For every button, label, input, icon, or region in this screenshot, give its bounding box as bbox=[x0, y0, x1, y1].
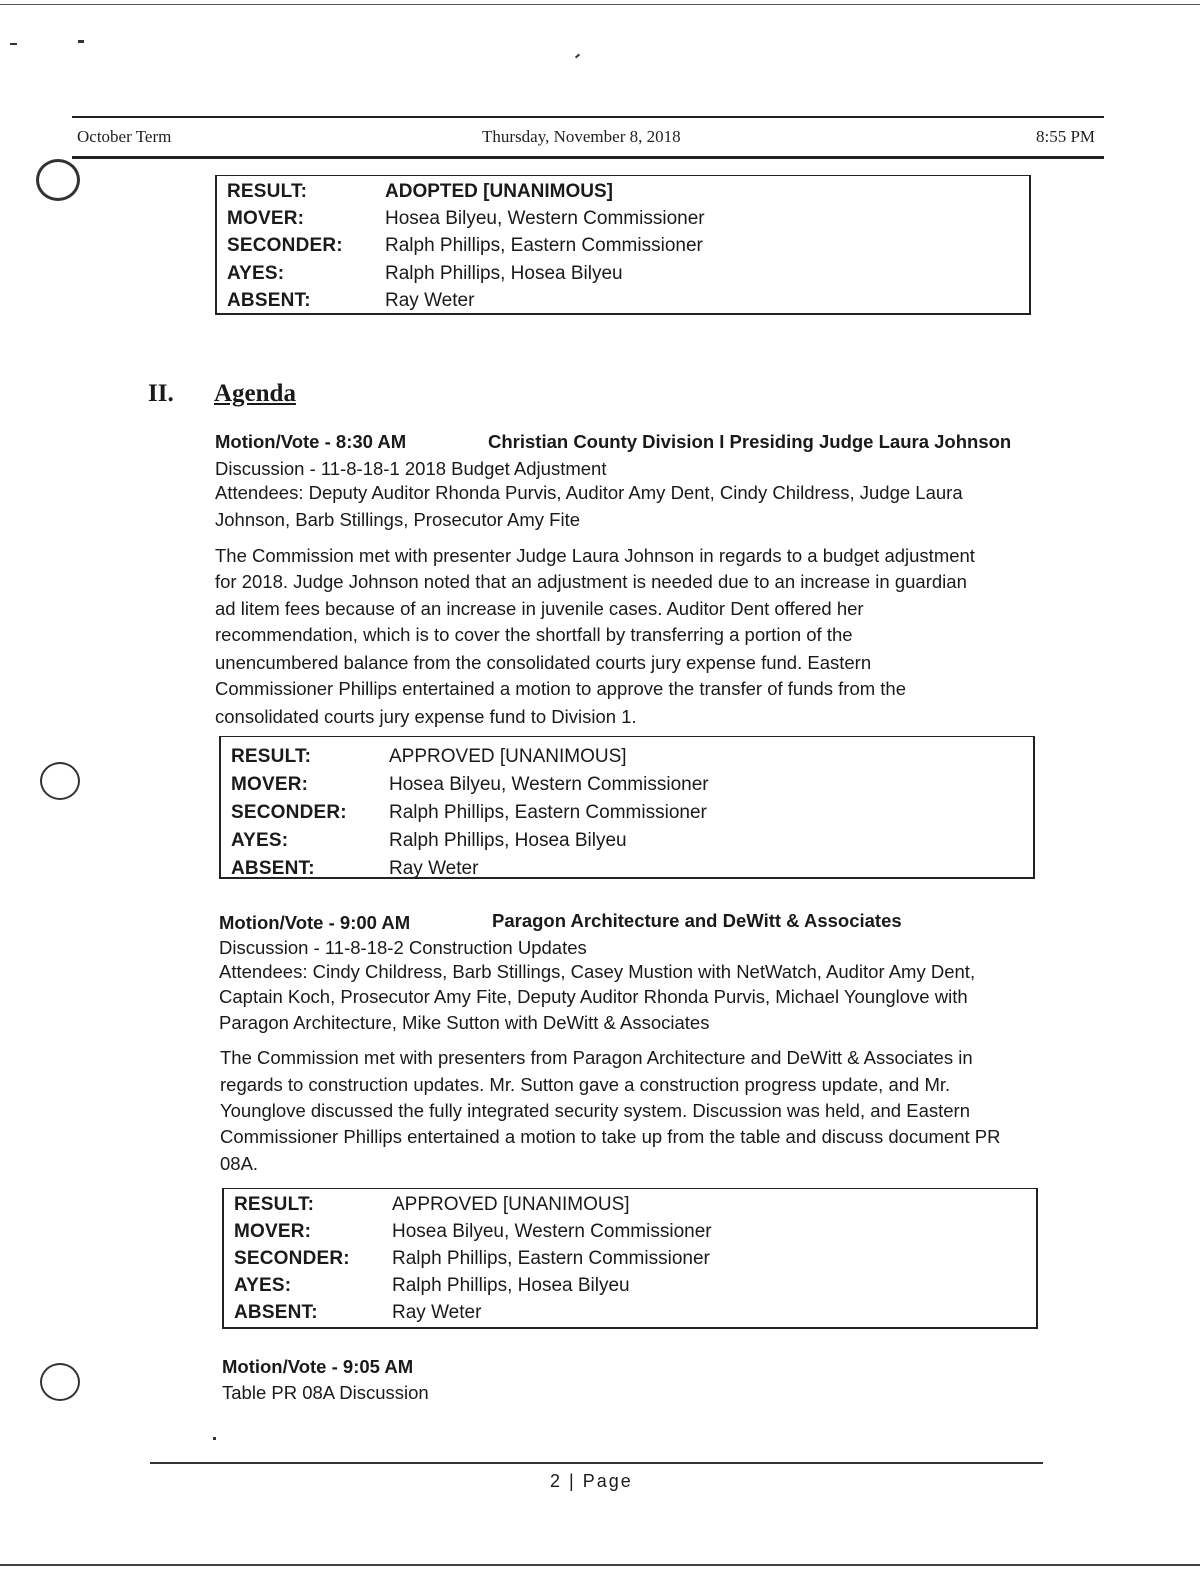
result-label: RESULT: bbox=[231, 746, 312, 767]
section-number: II. bbox=[148, 380, 174, 407]
vote-row-absent bbox=[231, 855, 1023, 882]
seconder-label: SECONDER: bbox=[227, 235, 343, 256]
vote-row-absent bbox=[234, 1299, 1026, 1326]
seconder-label: SECONDER: bbox=[234, 1248, 350, 1269]
vote-row-seconder bbox=[227, 232, 1019, 259]
ayes-label: AYES: bbox=[234, 1275, 292, 1296]
vote-result-box bbox=[215, 175, 1031, 315]
discussion-line: Discussion - 11-8-18-1 2018 Budget Adjustment bbox=[215, 458, 607, 479]
vote-result-box bbox=[219, 736, 1035, 879]
vote-row-result bbox=[234, 1191, 1026, 1218]
motion-presenter: Paragon Architecture and DeWitt & Associates bbox=[492, 910, 902, 931]
attendees-line: Attendees: Cindy Childress, Barb Stillings, Casey Mustion with NetWatch, Auditor Amy Dent, bbox=[219, 961, 976, 982]
seconder-value: Ralph Phillips, Eastern Commissioner bbox=[392, 1248, 710, 1269]
header-time: 8:55 PM bbox=[1036, 127, 1096, 146]
header-term: October Term bbox=[77, 127, 172, 146]
header-date: Thursday, November 8, 2018 bbox=[482, 127, 681, 146]
attendees-line: Johnson, Barb Stillings, Prosecutor Amy Fite bbox=[215, 509, 581, 530]
scan-top-edge bbox=[0, 4, 1200, 5]
motion-time: Motion/Vote - 8:30 AM bbox=[215, 431, 407, 452]
vote-row-seconder bbox=[234, 1245, 1026, 1272]
scan-speck bbox=[78, 40, 84, 43]
vote-row-result bbox=[227, 178, 1019, 205]
mover-label: MOVER: bbox=[234, 1221, 312, 1242]
scan-bottom-edge bbox=[0, 1564, 1200, 1566]
narrative-line: ad litem fees because of an increase in juvenile cases. Auditor Dent offered her bbox=[215, 598, 864, 619]
narrative-line: for 2018. Judge Johnson noted that an adjustment is needed due to an increase in guardian bbox=[215, 571, 967, 592]
vote-row-seconder bbox=[231, 799, 1023, 826]
mover-label: MOVER: bbox=[231, 774, 309, 795]
vote-row-result bbox=[231, 743, 1023, 770]
narrative-line: 08A. bbox=[220, 1153, 259, 1174]
section-title: Agenda bbox=[214, 380, 296, 407]
discussion-line: Discussion - 11-8-18-2 Construction Updates bbox=[219, 937, 587, 958]
narrative-line: consolidated courts jury expense fund to Division 1. bbox=[215, 706, 637, 727]
scan-speck bbox=[10, 43, 17, 45]
motion-time: Motion/Vote - 9:05 AM bbox=[222, 1356, 414, 1377]
narrative-line: The Commission met with presenter Judge Laura Johnson in regards to a budget adjustment bbox=[215, 545, 975, 566]
seconder-label: SECONDER: bbox=[231, 802, 347, 823]
narrative-line: Younglove discussed the fully integrated security system. Discussion was held, and Eastern bbox=[220, 1100, 970, 1121]
vote-row-ayes bbox=[231, 827, 1023, 854]
ayes-label: AYES: bbox=[227, 263, 285, 284]
motion-time: Motion/Vote - 9:00 AM bbox=[219, 912, 411, 933]
result-label: RESULT: bbox=[227, 181, 308, 202]
vote-result-box bbox=[222, 1188, 1038, 1329]
narrative-line: The Commission met with presenters from Paragon Architecture and DeWitt & Associates in bbox=[220, 1047, 973, 1068]
narrative-line: recommendation, which is to cover the shortfall by transferring a portion of the bbox=[215, 624, 853, 645]
header-top-rule bbox=[72, 116, 1104, 118]
mover-value: Hosea Bilyeu, Western Commissioner bbox=[389, 774, 709, 795]
ayes-value: Ralph Phillips, Hosea Bilyeu bbox=[392, 1275, 630, 1296]
vote-row-mover bbox=[227, 205, 1019, 232]
vote-row-absent bbox=[227, 287, 1019, 314]
narrative-line: unencumbered balance from the consolidated courts jury expense fund. Eastern bbox=[215, 652, 872, 673]
narrative-line: Commissioner Phillips entertained a motion to take up from the table and discuss document PR bbox=[220, 1126, 1001, 1147]
absent-value: Ray Weter bbox=[389, 858, 479, 879]
scan-speck bbox=[213, 1437, 216, 1440]
narrative-line: Commissioner Phillips entertained a motion to approve the transfer of funds from the bbox=[215, 678, 907, 699]
scan-speck bbox=[575, 54, 580, 59]
seconder-value: Ralph Phillips, Eastern Commissioner bbox=[385, 235, 703, 256]
absent-label: ABSENT: bbox=[227, 290, 311, 311]
page-number: 2 | Page bbox=[550, 1471, 633, 1491]
attendees-line: Paragon Architecture, Mike Sutton with DeWitt & Associates bbox=[219, 1012, 710, 1033]
footer-rule bbox=[150, 1462, 1043, 1464]
vote-row-ayes bbox=[227, 260, 1019, 287]
absent-value: Ray Weter bbox=[392, 1302, 482, 1323]
attendees-line: Captain Koch, Prosecutor Amy Fite, Deputy Auditor Rhonda Purvis, Michael Younglove with bbox=[219, 986, 968, 1007]
mover-label: MOVER: bbox=[227, 208, 305, 229]
punch-hole bbox=[40, 762, 80, 800]
absent-label: ABSENT: bbox=[234, 1302, 318, 1323]
absent-label: ABSENT: bbox=[231, 858, 315, 879]
vote-row-ayes bbox=[234, 1272, 1026, 1299]
result-value: APPROVED [UNANIMOUS] bbox=[389, 746, 627, 767]
punch-hole bbox=[40, 1363, 80, 1401]
discussion-line: Table PR 08A Discussion bbox=[222, 1382, 429, 1403]
mover-value: Hosea Bilyeu, Western Commissioner bbox=[385, 208, 705, 229]
result-value: APPROVED [UNANIMOUS] bbox=[392, 1194, 630, 1215]
seconder-value: Ralph Phillips, Eastern Commissioner bbox=[389, 802, 707, 823]
motion-presenter: Christian County Division I Presiding Judge Laura Johnson bbox=[488, 431, 1012, 452]
ayes-value: Ralph Phillips, Hosea Bilyeu bbox=[389, 830, 627, 851]
result-value: ADOPTED [UNANIMOUS] bbox=[385, 181, 613, 202]
attendees-line: Attendees: Deputy Auditor Rhonda Purvis, Auditor Amy Dent, Cindy Childress, Judge Laura bbox=[215, 482, 963, 503]
header-bottom-rule bbox=[72, 156, 1104, 159]
ayes-label: AYES: bbox=[231, 830, 289, 851]
result-label: RESULT: bbox=[234, 1194, 315, 1215]
narrative-line: regards to construction updates. Mr. Sutton gave a construction progress update, and Mr. bbox=[220, 1074, 951, 1095]
mover-value: Hosea Bilyeu, Western Commissioner bbox=[392, 1221, 712, 1242]
absent-value: Ray Weter bbox=[385, 290, 475, 311]
vote-row-mover bbox=[234, 1218, 1026, 1245]
ayes-value: Ralph Phillips, Hosea Bilyeu bbox=[385, 263, 623, 284]
vote-row-mover bbox=[231, 771, 1023, 798]
punch-hole bbox=[36, 159, 80, 201]
